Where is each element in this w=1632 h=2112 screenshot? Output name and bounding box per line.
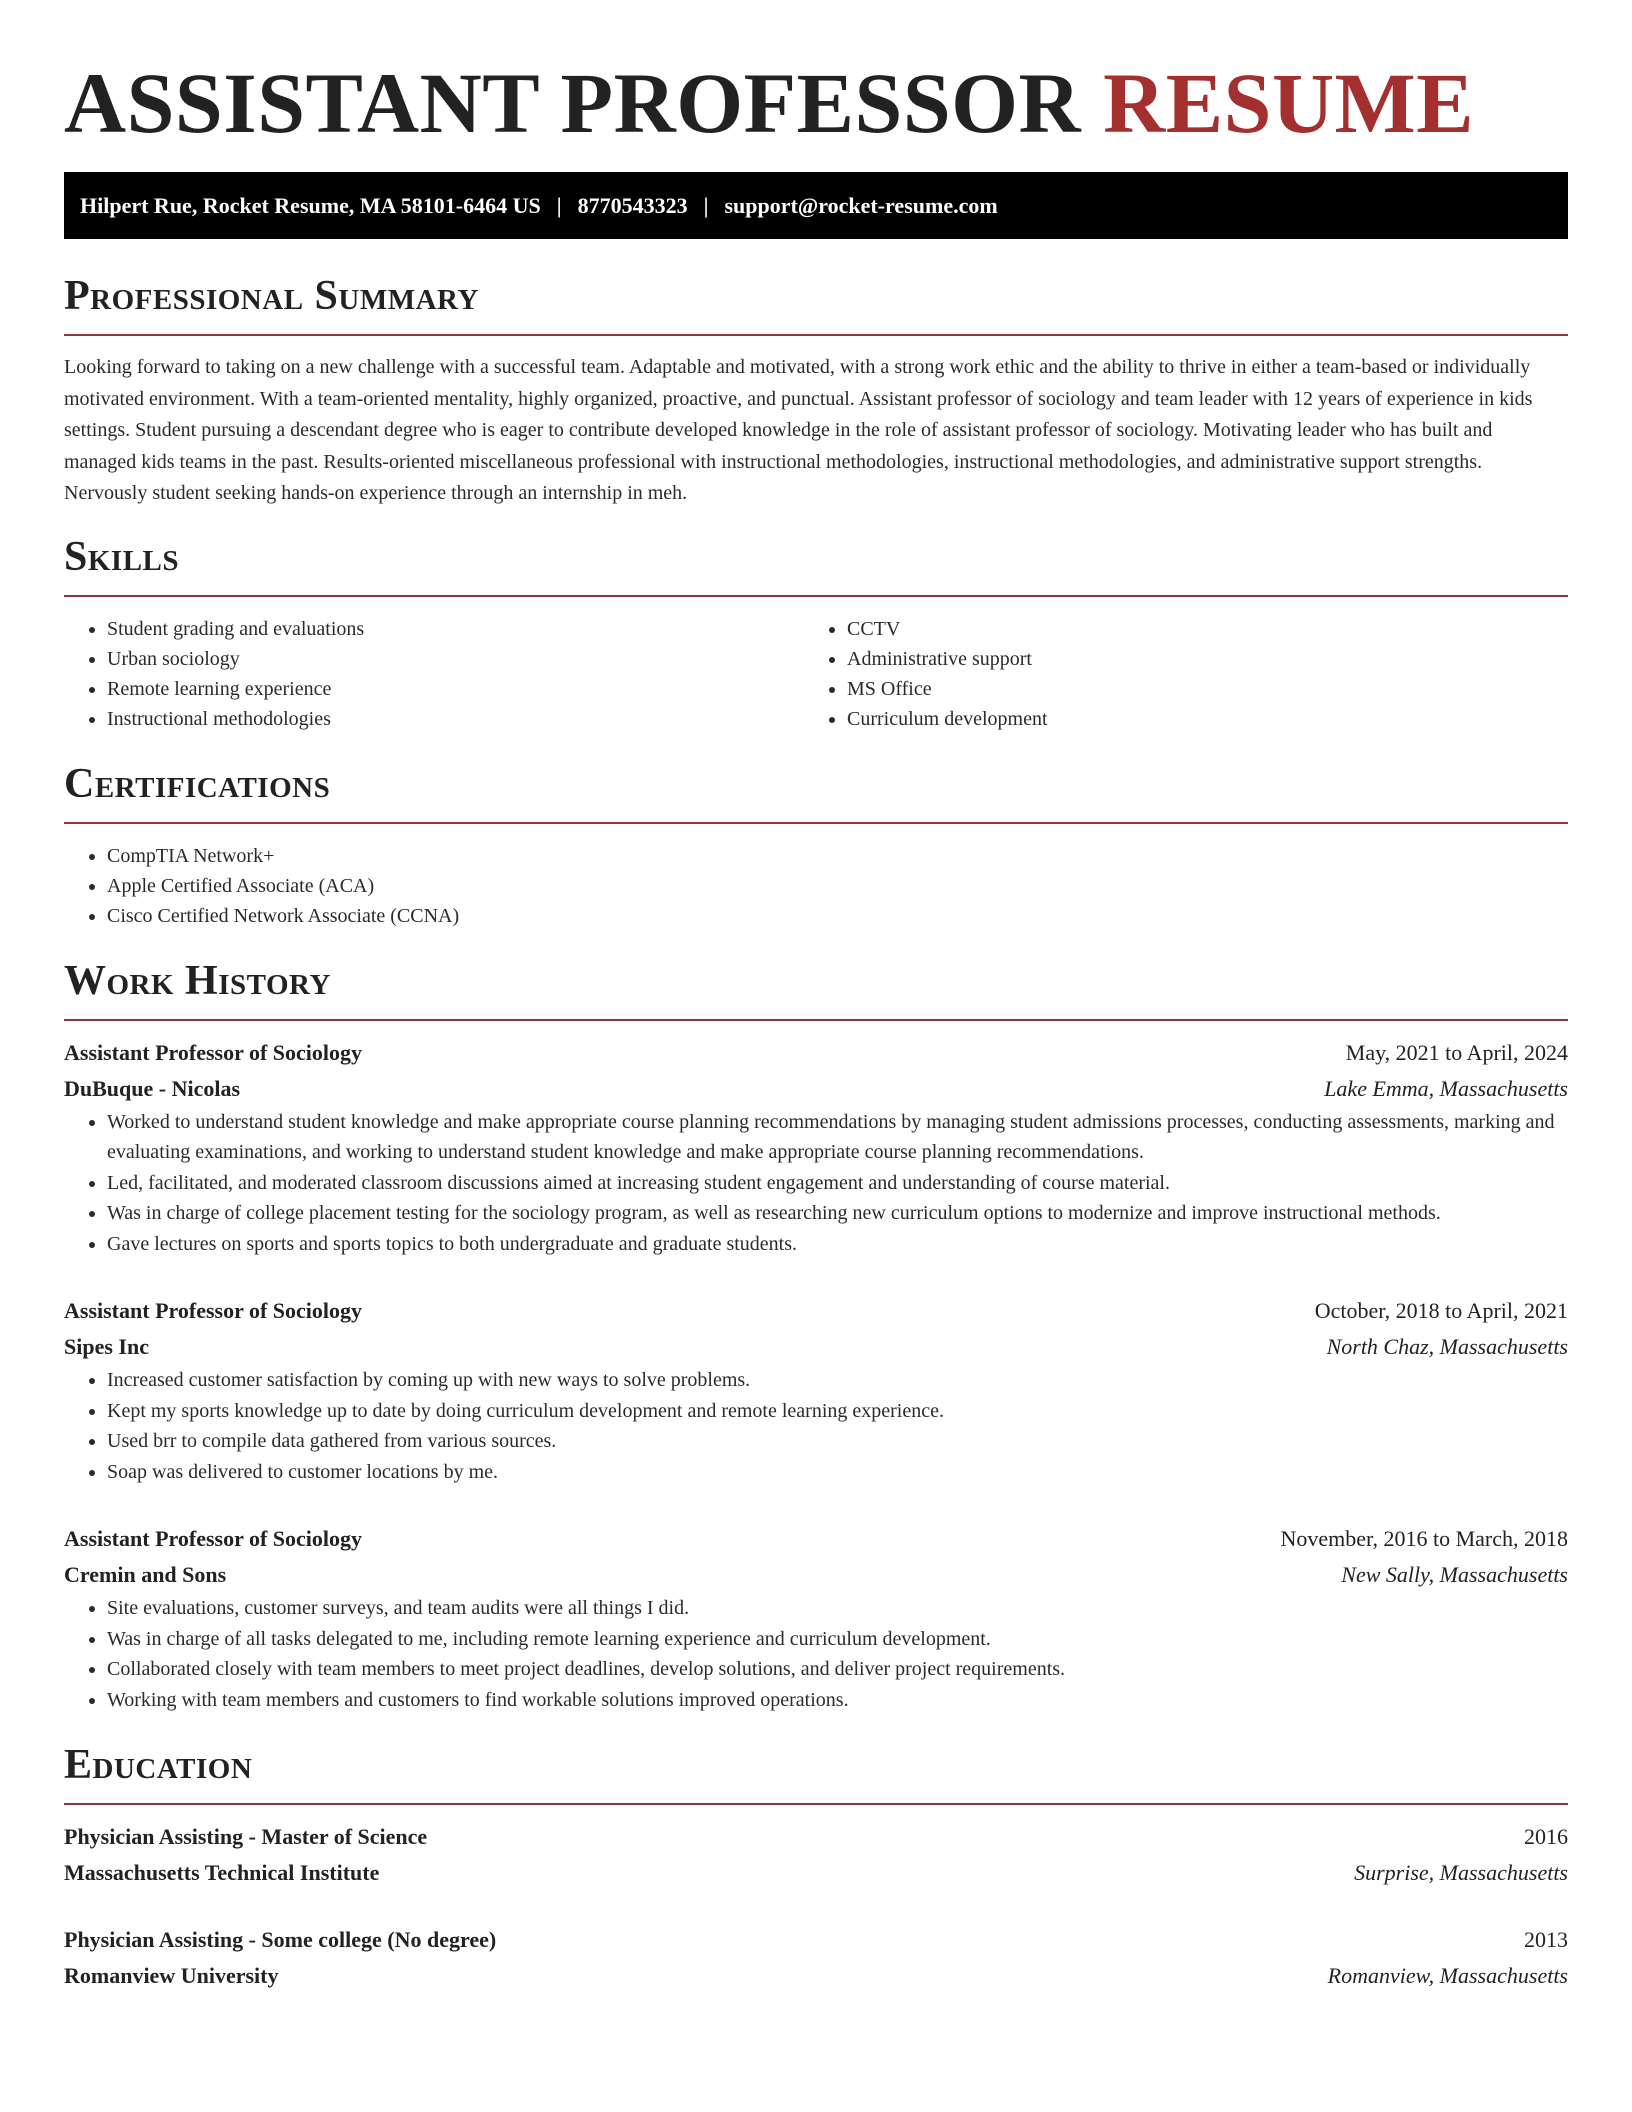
skill-item: • Instructional methodologies [107, 704, 804, 734]
job-entry [64, 1035, 1568, 1260]
job-company: Sipes Inc [64, 1334, 149, 1359]
job-bullet: • Was in charge of all tasks delegated to me, including remote learning experience and curriculum development. [107, 1624, 1568, 1655]
summary-heading: Professional Summary [64, 273, 479, 319]
education-degree-row [64, 1922, 1568, 1958]
job-company: Cremin and Sons [64, 1562, 227, 1587]
job-header-row [64, 1293, 1568, 1329]
summary-section [64, 270, 1568, 510]
work-history-heading: Work History [64, 957, 331, 1004]
work-history-section [64, 955, 1568, 1716]
job-bullet: • Kept my sports knowledge up to date by doing curriculum development and remote learning experience. [107, 1396, 1568, 1427]
education-location: Romanview, Massachusetts [1327, 1963, 1568, 1988]
job-location: New Sally, Massachusetts [1341, 1562, 1568, 1587]
education-school: Romanview University [64, 1963, 279, 1988]
certifications-section [64, 758, 1568, 931]
section-divider [64, 1803, 1568, 1805]
skills-list-left [64, 614, 804, 734]
contact-separator: | [703, 192, 709, 218]
section-divider [64, 334, 1568, 336]
job-title: Assistant Professor of Sociology [64, 1039, 363, 1065]
job-dates: November, 2016 to March, 2018 [1280, 1526, 1568, 1551]
contact-bar [64, 172, 1568, 239]
job-entry [64, 1293, 1568, 1487]
section-divider [64, 822, 1568, 824]
education-heading: Education [64, 1742, 253, 1788]
job-dates: May, 2021 to April, 2024 [1345, 1039, 1568, 1065]
education-school-row [64, 1855, 1568, 1891]
summary-text: Looking forward to taking on a new challenge with a successful team. Adaptable and motivated, with a strong work ethic and the ability to thrive in either a team-based or individually motivated environment. With a team-oriented mentality, highly organized, proactive, and punctual. Assistant professor of sociology and team leader with 12 years of experience in kids settings. Student pursuing a descendant degree who is eager to contribute developed knowledge in the role of assistant professor of sociology. Motivating leader who has built and managed kids teams in the past. Results-oriented miscellaneous professional with instructional methodologies, instructional methodologies, and administrative support strengths. Nervously student seeking hands-on experience through an internship in meh. [64, 356, 1533, 504]
job-bullet: • Increased customer satisfaction by coming up with new ways to solve problems. [107, 1365, 1568, 1396]
skills-list-right [804, 614, 1544, 734]
page-title [64, 0, 1568, 150]
skill-item: • Remote learning experience [107, 674, 804, 704]
skill-item: • Administrative support [847, 644, 1544, 674]
certification-item: • CompTIA Network+ [107, 841, 1568, 871]
job-bullet: • Working with team members and customers to find workable solutions improved operations. [107, 1685, 1568, 1716]
job-bullet: • Collaborated closely with team members to meet project deadlines, develop solutions, and deliver project requirements. [107, 1654, 1568, 1685]
education-entry [64, 1819, 1568, 1891]
skills-grid [64, 614, 1568, 734]
skills-column-right [804, 614, 1544, 734]
skills-section [64, 531, 1568, 734]
job-company: DuBuque - Nicolas [64, 1075, 241, 1101]
job-title: Assistant Professor of Sociology [64, 1526, 363, 1551]
section-divider [64, 1019, 1568, 1021]
job-company-row [64, 1557, 1568, 1593]
job-bullet: • Was in charge of college placement testing for the sociology program, as well as researching new curriculum options to modernize and improve instructional methods. [107, 1198, 1568, 1229]
skills-column-left [64, 614, 804, 734]
job-bullets [64, 1107, 1568, 1260]
skills-heading: Skills [64, 533, 180, 580]
job-bullets [64, 1365, 1568, 1487]
job-bullet: • Site evaluations, customer surveys, and team audits were all things I did. [107, 1593, 1568, 1624]
section-divider [64, 595, 1568, 597]
contact-separator: | [556, 192, 562, 218]
job-bullet: • Led, facilitated, and moderated classroom discussions aimed at increasing student engagement and understanding of course material. [107, 1168, 1568, 1199]
education-degree: Physician Assisting - Some college (No degree) [64, 1927, 497, 1952]
certification-item: • Apple Certified Associate (ACA) [107, 871, 1568, 901]
education-school-row [64, 1958, 1568, 1994]
job-entry [64, 1521, 1568, 1715]
contact-phone[interactable]: 8770543323 [577, 192, 688, 218]
contact-address: Hilpert Rue, Rocket Resume, MA 58101-6464 US [80, 192, 541, 218]
job-bullet: • Worked to understand student knowledge and make appropriate course planning recommendations by managing student admissions processes, conducting assessments, marking and evaluating examinations, and working to understand student knowledge and make appropriate course planning recommendations. [107, 1107, 1568, 1168]
job-company-row [64, 1071, 1568, 1107]
job-dates: October, 2018 to April, 2021 [1314, 1298, 1568, 1323]
education-school: Massachusetts Technical Institute [64, 1860, 380, 1885]
skill-item: • Curriculum development [847, 704, 1544, 734]
job-location: Lake Emma, Massachusetts [1324, 1075, 1568, 1101]
skill-item: • Urban sociology [107, 644, 804, 674]
title-main: ASSISTANT PROFESSOR [64, 55, 1082, 151]
skill-item: • CCTV [847, 614, 1544, 644]
education-section [64, 1739, 1568, 1994]
education-degree-row [64, 1819, 1568, 1855]
job-header-row [64, 1035, 1568, 1071]
job-header-row [64, 1521, 1568, 1557]
education-entry [64, 1922, 1568, 1994]
certification-item: • Cisco Certified Network Associate (CCNA) [107, 901, 1568, 931]
certifications-heading: Certifications [64, 760, 331, 807]
contact-email[interactable]: support@rocket-resume.com [724, 192, 998, 218]
job-bullet: • Used brr to compile data gathered from various sources. [107, 1426, 1568, 1457]
education-year: 2016 [1524, 1824, 1568, 1849]
education-year: 2013 [1524, 1927, 1568, 1952]
skill-item: • Student grading and evaluations [107, 614, 804, 644]
job-location: North Chaz, Massachusetts [1326, 1334, 1568, 1359]
education-location: Surprise, Massachusetts [1354, 1860, 1568, 1885]
education-degree: Physician Assisting - Master of Science [64, 1824, 428, 1849]
job-company-row [64, 1329, 1568, 1365]
job-title: Assistant Professor of Sociology [64, 1298, 363, 1323]
certifications-list [64, 841, 1568, 931]
job-bullets [64, 1593, 1568, 1715]
title-accent: RESUME [1103, 55, 1475, 151]
skill-item: • MS Office [847, 674, 1544, 704]
job-bullet: • Soap was delivered to customer locations by me. [107, 1457, 1568, 1488]
job-bullet: • Gave lectures on sports and sports topics to both undergraduate and graduate students. [107, 1229, 1568, 1260]
